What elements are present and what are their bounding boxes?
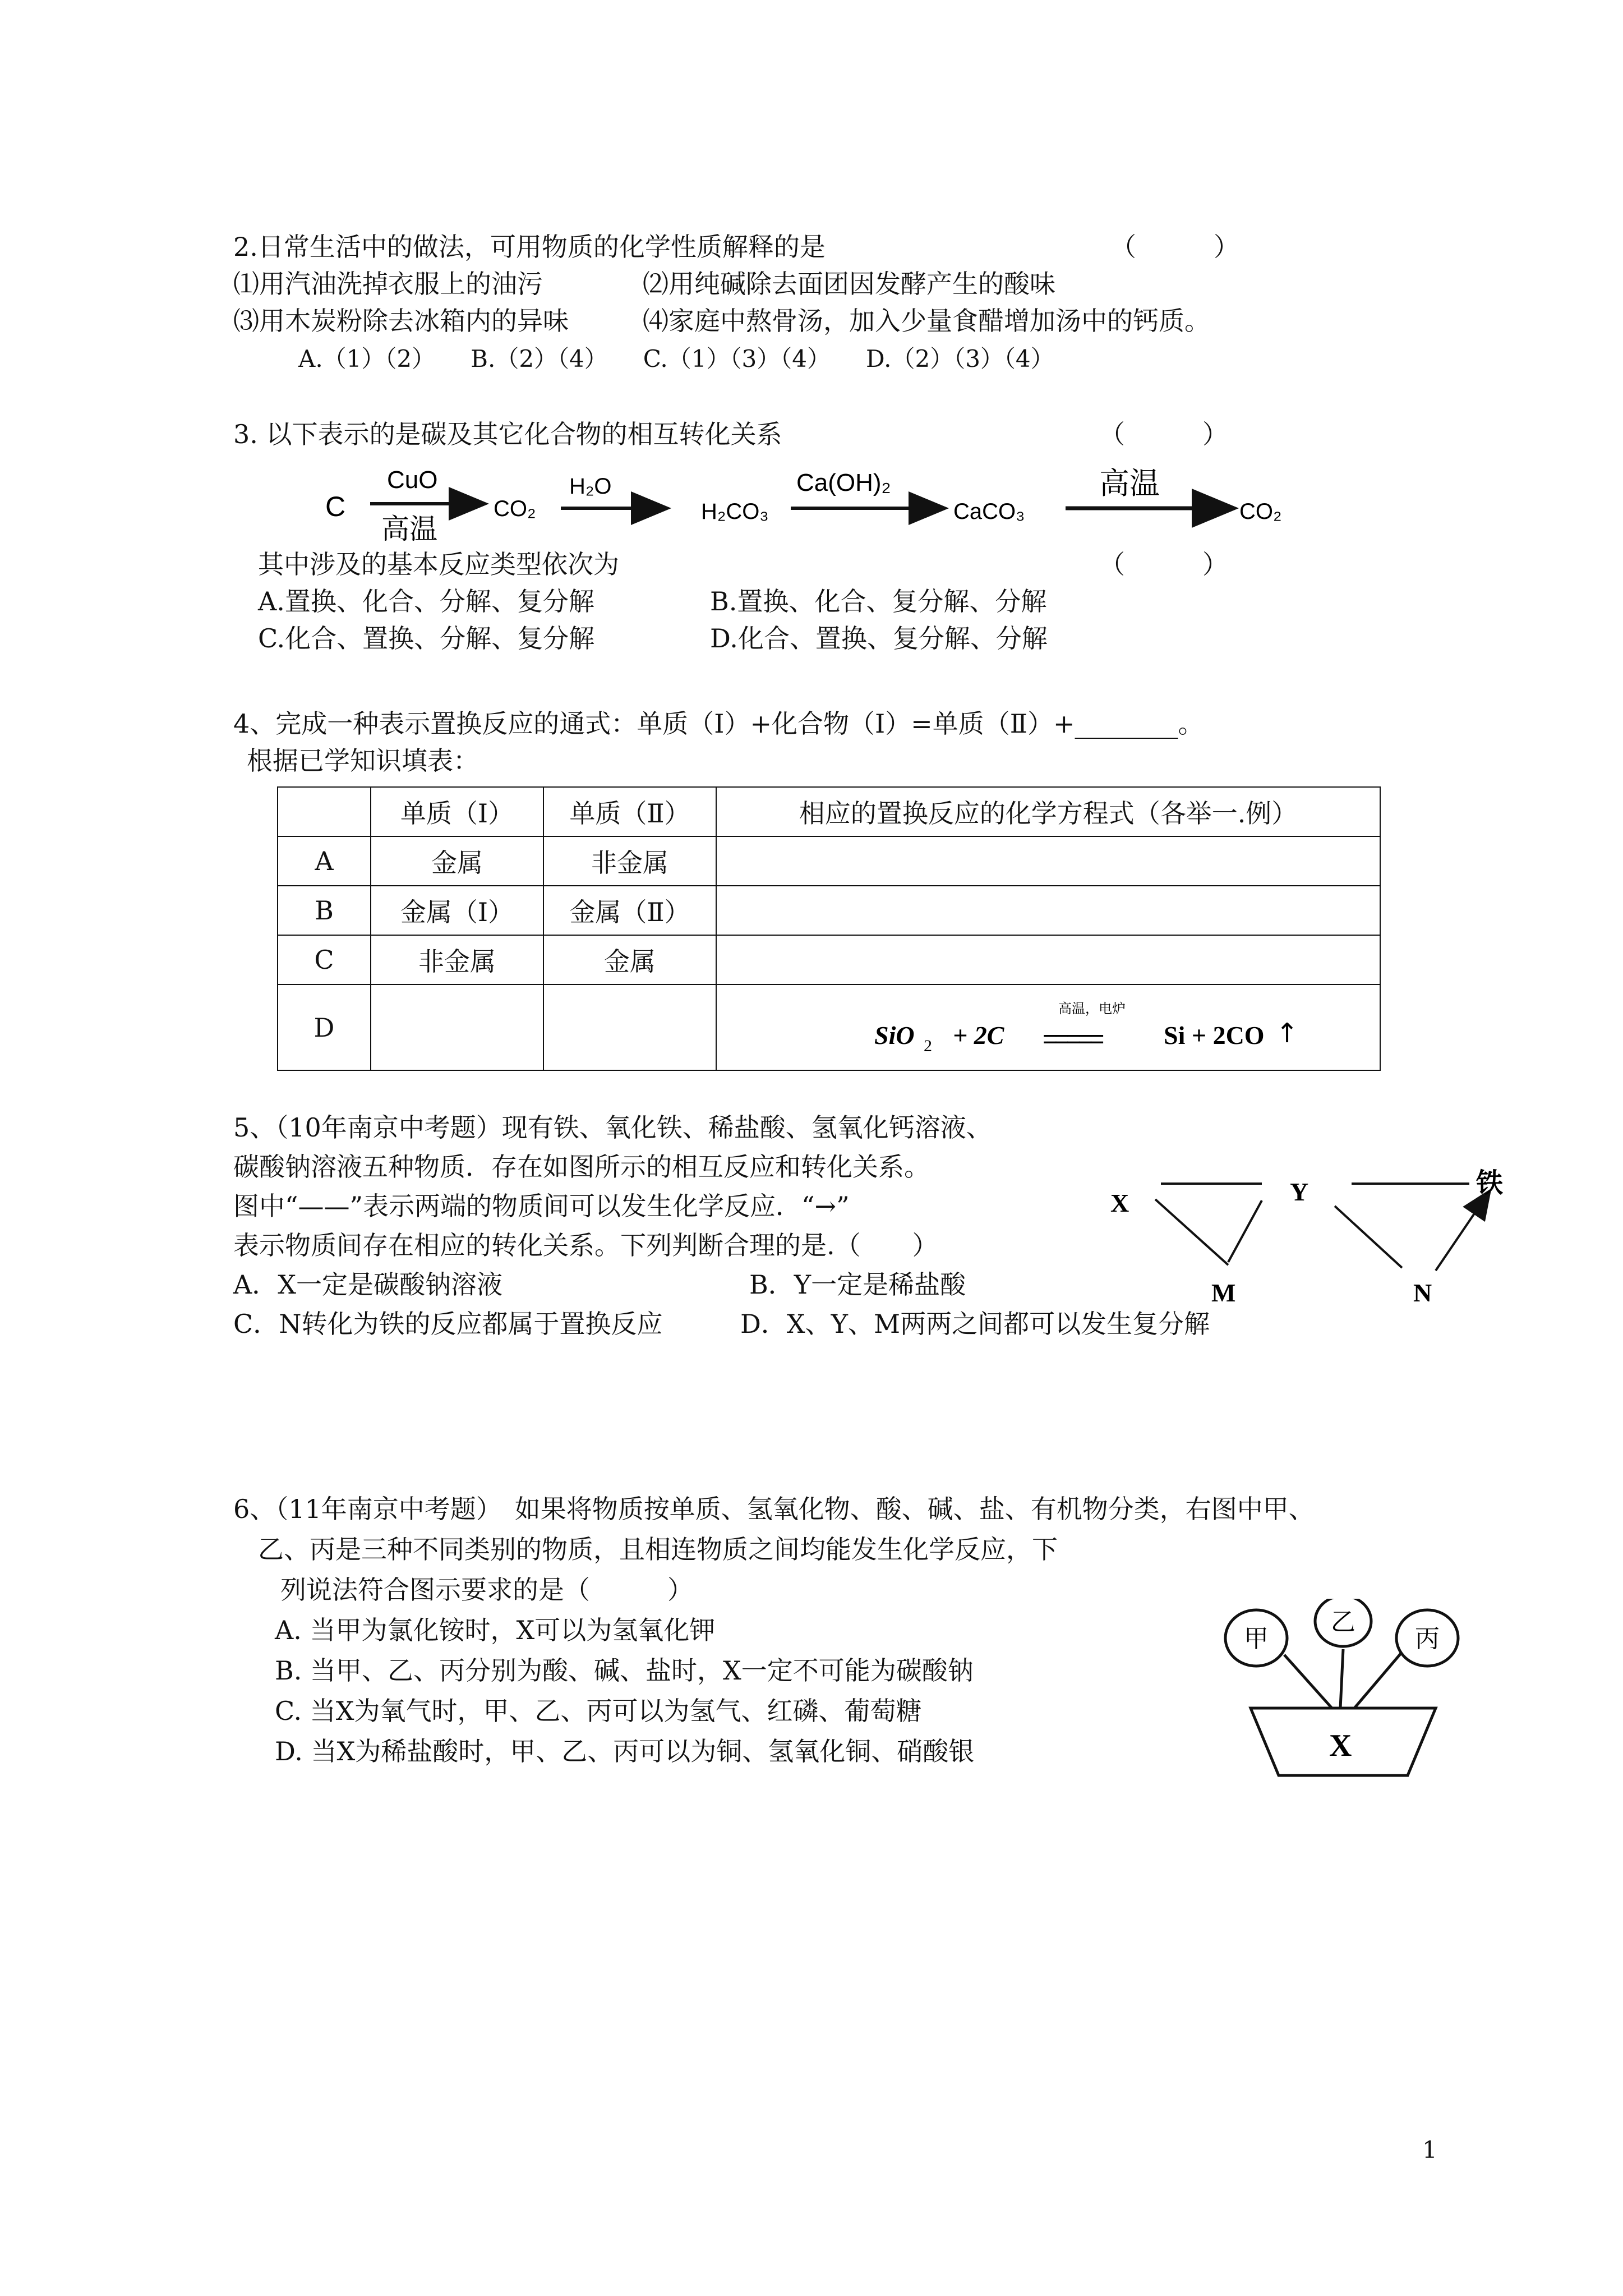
- chain-co2: CO₂: [494, 496, 536, 521]
- q2-option-3: ⑶用木炭粉除去冰箱内的异味: [233, 306, 569, 336]
- eq-condition: 高温，电炉: [1058, 1001, 1126, 1016]
- answer-cell: [716, 886, 1380, 935]
- q5-option-b: B．Y一定是稀盐酸: [749, 1269, 966, 1300]
- chain-high-temp-1: 高温: [381, 513, 437, 545]
- table-row: [278, 836, 1380, 886]
- q3-question: 其中涉及的基本反应类型依次为: [258, 549, 619, 579]
- table-row: [278, 935, 1380, 984]
- chain-caco3: CaCO₃: [953, 499, 1025, 524]
- q6-line-2: 乙、丙是三种不同类别的物质，且相连物质之间均能发生化学反应，下: [258, 1534, 1058, 1565]
- table-cell: 金属: [371, 836, 543, 886]
- chain-h2o: H₂O: [569, 474, 612, 499]
- chain-caoh2: Ca(OH)₂: [796, 469, 891, 496]
- q3-option-b: B.置换、化合、复分解、分解: [710, 586, 1047, 616]
- row-label: C: [278, 935, 371, 984]
- q5-line-1: 5、（10年南京中考题）现有铁、氧化铁、稀盐酸、氢氧化钙溶液、: [233, 1112, 992, 1143]
- q3-option-a: A.置换、化合、分解、复分解: [258, 586, 594, 616]
- q6-line-3: 列说法符合图示要求的是（ ）: [280, 1575, 693, 1605]
- header-cell: 相应的置换反应的化学方程式（各举一.例）: [716, 787, 1380, 836]
- header-cell: 单质（Ⅱ）: [543, 787, 716, 836]
- eq-sio: SiO: [874, 1021, 915, 1050]
- row-label: D: [278, 984, 371, 1070]
- answer-cell: [716, 935, 1380, 984]
- eq-equals: =====: [1043, 1024, 1101, 1053]
- node-n: N: [1413, 1278, 1432, 1307]
- reaction-network-diagram: [1099, 1150, 1514, 1318]
- q2-option-2: ⑵用纯碱除去面团因发酵产生的酸味: [643, 269, 1055, 299]
- table-row: [278, 886, 1380, 935]
- chain-co2-final: CO₂: [1239, 499, 1282, 524]
- q4-intro: 根据已学知识填表：: [247, 746, 479, 776]
- page-number: 1: [1422, 2136, 1437, 2164]
- q3-option-d: D.化合、置换、复分解、分解: [710, 623, 1048, 654]
- q6-option-d: D. 当X为稀盐酸时，甲、乙、丙可以为铜、氢氧化铜、硝酸银: [275, 1736, 975, 1766]
- flower-yi: 乙: [1331, 1608, 1355, 1636]
- q2-answer-bracket: （ ）: [1110, 232, 1239, 262]
- pot-x: X: [1329, 1728, 1352, 1763]
- q2-stem: 2.日常生活中的做法，可用物质的化学性质解释的是: [233, 232, 826, 262]
- header-cell: 单质（Ⅰ）: [371, 787, 543, 836]
- q6-option-a: A. 当甲为氯化铵时，X可以为氢氧化钾: [275, 1615, 716, 1645]
- flower-bing: 丙: [1415, 1625, 1440, 1653]
- node-y: Y: [1290, 1177, 1309, 1206]
- q6-line-1: 6、（11年南京中考题） 如果将物质按单质、氢氧化物、酸、碱、盐、有机物分类，右图中甲、: [233, 1494, 1315, 1524]
- table-cell: 金属: [543, 935, 716, 984]
- replacement-reaction-table: [277, 786, 1381, 1071]
- q3-answer-bracket: （ ）: [1099, 419, 1228, 449]
- q5-line-2: 碳酸钠溶液五种物质．存在如图所示的相互反应和转化关系。: [233, 1152, 930, 1182]
- q2-choices: A.（1）（2） B.（2）（4） C.（1）（3）（4） D.（2）（3）（4）: [298, 345, 1054, 372]
- table-header-row: [278, 787, 1380, 836]
- chain-h2co3: H₂CO₃: [701, 499, 769, 524]
- chain-high-temp-2: 高温: [1099, 466, 1160, 501]
- q5-option-d: D．X、Y、M两两之间都可以发生复分解: [740, 1309, 1210, 1339]
- table-cell: [371, 984, 543, 1070]
- flower-pot-diagram: [1217, 1599, 1469, 1784]
- answer-cell: [716, 836, 1380, 886]
- q5-option-a: A．X一定是碳酸钠溶液: [233, 1269, 502, 1300]
- node-m: M: [1211, 1278, 1236, 1307]
- q5-option-c: C．N转化为铁的反应都属于置换反应: [233, 1309, 663, 1339]
- header-cell: [278, 787, 371, 836]
- q4-stem: 4、完成一种表示置换反应的通式：单质（Ⅰ）+化合物（Ⅰ）=单质（Ⅱ）+________。: [233, 708, 1204, 739]
- q2-option-4: ⑷家庭中熬骨汤，加入少量食醋增加汤中的钙质。: [643, 306, 1210, 336]
- eq-product: Si + 2CO: [1164, 1021, 1265, 1050]
- q2-option-1: ⑴用汽油洗掉衣服上的油污: [233, 269, 543, 299]
- carbon-conversion-chain: [314, 454, 1324, 550]
- eq-plus-2c: + 2C: [953, 1021, 1004, 1050]
- q6-option-b: B. 当甲、乙、丙分别为酸、碱、盐时，X一定不可能为碳酸钠: [275, 1655, 974, 1686]
- table-cell: 金属（Ⅰ）: [371, 886, 543, 935]
- chain-cuo: CuO: [387, 466, 438, 494]
- silica-reduction-equation: [768, 985, 1329, 1064]
- table-cell: [543, 984, 716, 1070]
- table-cell: 金属（Ⅱ）: [543, 886, 716, 935]
- eq-subscript-2: 2: [924, 1037, 932, 1055]
- table-cell: 非金属: [371, 935, 543, 984]
- flower-jia: 甲: [1244, 1625, 1269, 1653]
- q5-line-3: 图中“——”表示两端的物质间可以发生化学反应．“→”: [233, 1191, 850, 1221]
- q6-option-c: C. 当X为氧气时，甲、乙、丙可以为氢气、红磷、葡萄糖: [275, 1696, 922, 1726]
- node-iron: 铁: [1476, 1167, 1504, 1199]
- chain-c: C: [325, 491, 346, 522]
- q5-line-4: 表示物质间存在相应的转化关系。下列判断合理的是.（ ）: [233, 1230, 938, 1260]
- row-label: A: [278, 836, 371, 886]
- eq-gas-arrow: ↑: [1276, 1018, 1299, 1049]
- table-row: [278, 984, 1380, 1070]
- node-x: X: [1110, 1189, 1129, 1217]
- q3-stem: 3. 以下表示的是碳及其它化合物的相互转化关系: [233, 419, 782, 449]
- equation-cell: [716, 984, 1380, 1070]
- table-cell: 非金属: [543, 836, 716, 886]
- q3-option-c: C.化合、置换、分解、复分解: [258, 623, 595, 654]
- row-label: B: [278, 886, 371, 935]
- q3-answer-bracket-2: （ ）: [1099, 549, 1228, 579]
